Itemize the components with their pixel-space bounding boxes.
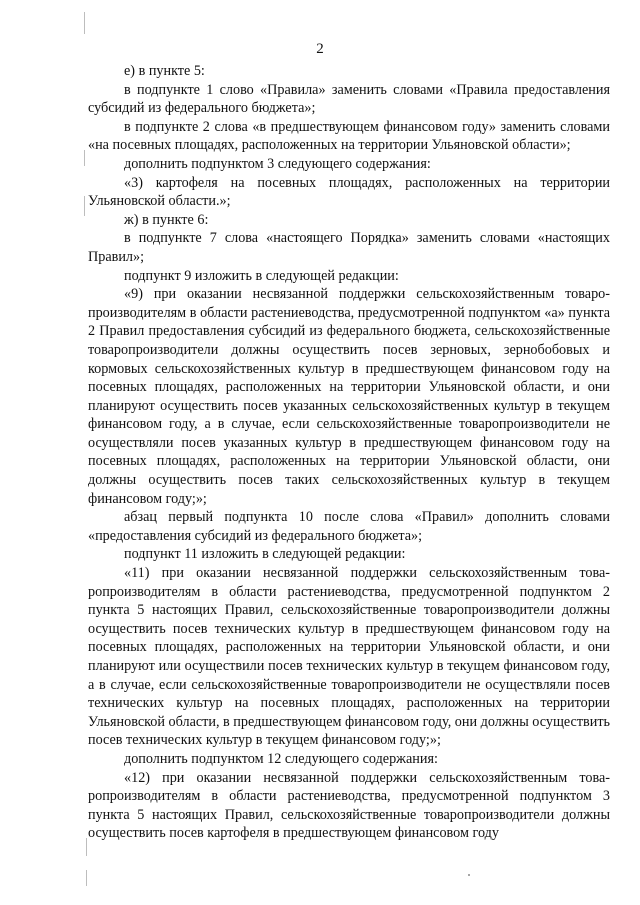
scan-edge-mark	[86, 870, 87, 886]
scan-edge-mark	[84, 150, 85, 166]
paragraph: в подпункте 1 слово «Правила» заменить словами «Правила предоставления субсидий из федерального бюджета»;	[88, 81, 610, 117]
paragraph: в подпункте 2 слова «в предшествующем финансовом году» заменить словами «на посевных площадях, расположенных на территории Ульяновской области»;	[88, 118, 610, 154]
paragraph: подпункт 9 изложить в следующей редакции:	[124, 267, 399, 284]
paragraph: в подпункте 7 слова «настоящего Порядка» заменить словами «настоящих Правил»;	[88, 230, 610, 265]
paragraph: е) в пункте 5:	[124, 63, 205, 79]
scan-speck	[468, 874, 470, 876]
paragraph: подпункт 11 изложить в следующей редакции:	[124, 546, 406, 563]
scan-edge-mark	[84, 12, 85, 34]
scan-edge-mark	[84, 196, 85, 216]
scan-edge-mark	[86, 838, 87, 856]
paragraph: «3) картофеля на посевных площадях, расположенных на территории Ульяновской области.»;	[88, 174, 610, 210]
paragraph: «12) при оказании несвязанной поддержки сельскохозяйственным товаропроизводителям в области растениеводства, предусмотренной подпунктом 3 пункта 5 настоящих Правил, сельскохозяйственные товаропроизводители должны осуществить посев картофеля в предшествующем финансовом году	[88, 769, 610, 842]
paragraph: дополнить подпунктом 12 следующего содержания:	[124, 750, 438, 767]
paragraph: «9) при оказании несвязанной поддержки сельскохозяйственным товаропроизводителям в области растениеводства, предусмотренной подпунктом «а» пункта 2 Правил предоставления субсидий из федерального бюджета, сельскохозяйственные товаропроизводители должны осуществить посев зерновых, зернобобовых и кормовых сельскохозяйственных культур в предшествующем финансовом году на посевных площадях, расположенных на территории Ульяновской области, и они планируют осуществить посев указанных сельскохозяйственных культур в текущем финансовом году, а в случае, если сельскохозяйственные товаропроизводители не осуществляли посев указанных культур в предшествующем финансовом году на посевных площадях, расположенных на территории Ульяновской области, они должны осуществить посев таких сельскохозяйственных культур в текущем финансовом году;»;	[88, 286, 610, 507]
document-body	[88, 62, 610, 843]
page-number: 2	[316, 41, 324, 57]
paragraph: дополнить подпунктом 3 следующего содержания:	[124, 155, 431, 172]
paragraph: абзац первый подпункта 10 после слова «Правил» дополнить словами «предоставления субсидий из федерального бюджета»;	[88, 509, 610, 544]
paragraph: «11) при оказании несвязанной поддержки сельскохозяйственным товаропроизводителям в области растениеводства, предусмотренной подпунктом 2 пункта 5 настоящих Правил, сельскохозяйственные товаропроизводители должны осуществить посев технических культур в предшествующем финансовом году на посевных площадях, расположенных на территории Ульяновской области, и они планируют или осуществили посев технических культур в текущем финансовом году, а в случае, если сельскохозяйственные товаропроизводители не осуществляли посев технических культур на посевных площадях, расположенных на территории Ульяновской области, в предшествующем финансовом году, они должны осуществить посев технических культур в текущем финансовом году;»;	[88, 565, 610, 749]
paragraph: ж) в пункте 6:	[124, 211, 209, 228]
